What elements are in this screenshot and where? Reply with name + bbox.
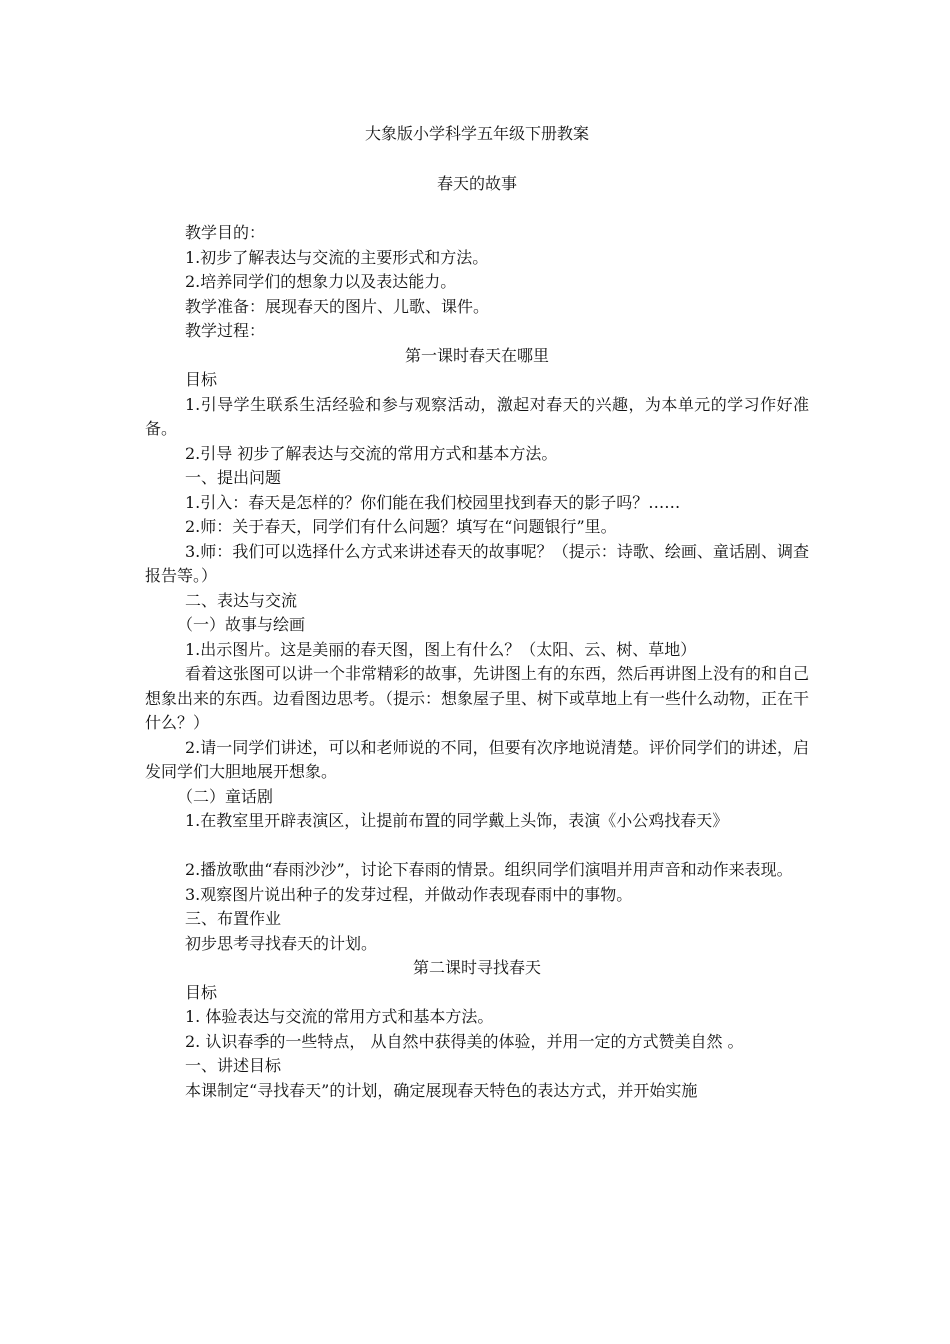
homework-text: 初步思考寻找春天的计划。 <box>185 933 378 953</box>
objective-2-item-2: 2. 认识春季的一些特点， 从自然中获得美的体验，并用一定的方式赞美自然 。 <box>185 1031 744 1051</box>
subsection-1-paragraph: 看着这张图可以讲一个非常精彩的故事，先讲图上有的东西，然后再讲图上没有的和自己想象出来的东西。边看图边思考。（提示：想象屋子里、树下或草地上有一些什么动物，正在干什么？） <box>145 664 810 732</box>
subsection-heading-2: （二）童话剧 <box>177 786 274 806</box>
subsection-1-item-1: 1.出示图片。这是美丽的春天图，图上有什么？（太阳、云、树、草地） <box>185 639 697 659</box>
step-1-item-2: 2.师：关于春天，同学们有什么问题？填写在“问题银行”里。 <box>185 517 617 536</box>
subsection-2-item-2: 2.播放歌曲“春雨沙沙”，讨论下春雨的情景。组织同学们演唱并用声音和动作来表现。 <box>185 860 793 879</box>
blank-line <box>145 834 809 859</box>
section-heading-lesson-1: 第一课时春天在哪里 <box>404 345 549 365</box>
subsection-1-item-2: 2.请一同学们讲述，可以和老师说的不同，但要有次序地说清楚。评价同学们的讲述，启发同学们大胆地展开想象。 <box>145 737 809 781</box>
objective-1-item-1: 1.引导学生联系生活经验和参与观察活动，激起对春天的兴趣，为本单元的学习作好准备。 <box>145 394 809 438</box>
lesson-title: 春天的故事 <box>436 173 517 193</box>
document-title: 大象版小学科学五年级下册教案 <box>364 124 589 143</box>
lesson-2-paragraph: 本课制定“寻找春天”的计划，确定展现春天特色的表达方式，并开始实施 <box>185 1080 698 1100</box>
subsection-heading-1: （一）故事与绘画 <box>177 615 306 634</box>
subsection-2-item-1: 1.在教室里开辟表演区，让提前布置的同学戴上头饰，表演《小公鸡找春天》 <box>185 811 729 830</box>
document-body <box>145 122 809 1103</box>
teaching-preparation: 教学准备：展现春天的图片、儿歌、课件。 <box>185 296 490 316</box>
objective-label-1: 目标 <box>185 370 218 389</box>
step-1-item-3: 3.师：我们可以选择什么方式来讲述春天的故事呢？（提示：诗歌、绘画、童话剧、调查报告等。） <box>145 541 809 585</box>
step-heading-3: 三、布置作业 <box>185 909 282 928</box>
section-heading-lesson-2: 第二课时寻找春天 <box>412 958 541 977</box>
objective-1-item-2: 2.引导 初步了解表达与交流的常用方式和基本方法。 <box>185 443 558 463</box>
subsection-2-item-3: 3.观察图片说出种子的发芽过程，并做动作表现春雨中的事物。 <box>185 884 633 904</box>
step-heading-1: 一、提出问题 <box>185 468 282 487</box>
objective-label-2: 目标 <box>185 982 218 1002</box>
teaching-process-label: 教学过程： <box>185 321 266 340</box>
lesson-2-step-heading-1: 一、讲述目标 <box>185 1056 282 1075</box>
teaching-goal-item-1: 1.初步了解表达与交流的主要形式和方法。 <box>185 247 489 267</box>
objective-2-item-1: 1. 体验表达与交流的常用方式和基本方法。 <box>185 1007 494 1026</box>
step-1-item-1: 1.引入：春天是怎样的？你们能在我们校园里找到春天的影子吗？…… <box>185 492 681 512</box>
step-heading-2: 二、表达与交流 <box>185 590 298 610</box>
teaching-goal-item-2: 2.培养同学们的想象力以及表达能力。 <box>185 272 457 291</box>
teaching-goal-label: 教学目的： <box>185 223 266 242</box>
